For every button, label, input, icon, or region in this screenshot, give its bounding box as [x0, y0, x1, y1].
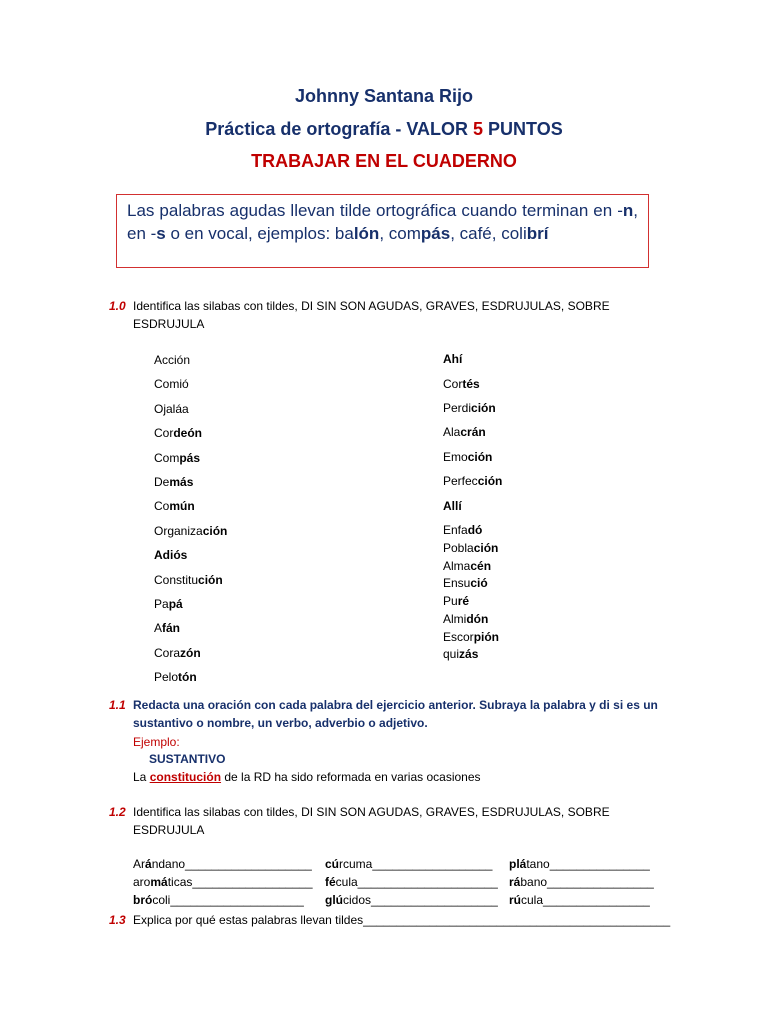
word-item — [154, 402, 189, 416]
word-part: bano________________ — [520, 875, 654, 889]
word-item — [443, 499, 462, 513]
word-part: rcuma__________________ — [339, 857, 493, 871]
stressed-syllable: pá — [168, 597, 183, 611]
word-item — [443, 474, 502, 488]
word-item — [154, 646, 201, 660]
word-part: tano_______________ — [526, 857, 650, 871]
stressed-syllable: fán — [162, 621, 181, 636]
subtitle: TRABAJAR EN EL CUADERNO — [251, 151, 517, 171]
rule-bold: s — [156, 224, 166, 243]
word-with-blank — [133, 893, 304, 907]
word-item — [443, 630, 499, 644]
word-part: Perfec — [443, 474, 478, 488]
rule-box — [116, 194, 649, 268]
stressed-syllable: tón — [178, 670, 197, 685]
stressed-syllable: ré — [457, 594, 470, 608]
word-part: Pobla — [443, 541, 474, 555]
word-item — [443, 401, 496, 415]
word-item — [443, 523, 482, 537]
word-part: Pu — [443, 594, 458, 608]
word-item — [443, 612, 488, 626]
word-part: Co — [154, 499, 170, 514]
word-part: Comió — [154, 377, 189, 392]
word-part: ndano___________________ — [151, 857, 312, 871]
word-item — [443, 541, 498, 555]
stressed-syllable: ción — [471, 401, 496, 415]
stressed-syllable: ción — [473, 541, 499, 555]
word-item — [443, 647, 478, 661]
sentence-text: de la RD ha sido reformada en varias ocasiones — [221, 770, 481, 784]
title-points: 5 — [473, 119, 484, 139]
stressed-syllable: cén — [470, 559, 492, 573]
exercise-instruction — [133, 913, 670, 927]
word-item — [154, 621, 180, 635]
word-item — [154, 426, 202, 440]
stressed-syllable: dón — [466, 612, 489, 626]
exercise-number: 1.0 — [109, 299, 126, 313]
stressed-syllable: pión — [473, 630, 500, 644]
stressed-syllable: cú — [325, 857, 340, 871]
example-label: Ejemplo: — [133, 735, 180, 749]
word-item — [154, 353, 190, 367]
exercise-number: 1.3 — [109, 913, 126, 927]
answer-blank[interactable]: ______________________________________________ — [363, 913, 671, 927]
exercise-number: 1.1 — [109, 698, 126, 712]
word-with-blank — [133, 857, 312, 871]
word-part: cula_____________________ — [335, 875, 498, 889]
word-item — [154, 573, 223, 587]
stressed-syllable: fé — [325, 875, 336, 889]
sentence-text: La — [133, 770, 150, 784]
word-item — [154, 475, 193, 489]
word-item — [443, 594, 469, 608]
practice-title — [0, 119, 768, 140]
stressed-syllable: pás — [179, 450, 201, 465]
word-with-blank — [509, 893, 650, 907]
stressed-syllable: mún — [169, 499, 195, 514]
stressed-syllable: glú — [325, 893, 343, 907]
stressed-syllable: ción — [467, 450, 493, 464]
word-part: qui — [443, 647, 460, 661]
word-item — [154, 377, 189, 391]
word-part: coli____________________ — [152, 893, 304, 907]
word-part: Cora — [154, 645, 181, 660]
word-part: cula________________ — [521, 893, 650, 907]
author-name: Johnny Santana Rijo — [294, 86, 474, 106]
stressed-syllable: más — [169, 475, 194, 489]
stressed-syllable: deón — [173, 426, 203, 441]
stressed-syllable: ció — [470, 576, 488, 590]
word-item — [154, 499, 195, 513]
word-item — [443, 352, 462, 366]
word-part: Ala — [443, 425, 461, 439]
stressed-syllable: rú — [509, 893, 521, 907]
word-part: Enfa — [443, 523, 468, 537]
rule-text: , com — [379, 224, 421, 243]
rule-text: , en - — [127, 201, 638, 243]
word-item — [154, 597, 183, 611]
word-with-blank — [325, 857, 492, 871]
stressed-syllable: Ahí — [443, 352, 463, 366]
rule-bold: brí — [526, 224, 549, 243]
word-with-blank — [325, 875, 498, 889]
word-part: cidos___________________ — [343, 893, 498, 907]
word-item — [154, 548, 187, 562]
exercise-instruction: Redacta una oración con cada palabra del ejercicio anterior. Subraya la palabra y di si es un sustantivo o nombre, un verbo, adverbio o adjetivo. — [133, 698, 658, 730]
word-with-blank — [509, 875, 654, 889]
exercise-instruction: Identifica las silabas con tildes, DI SIN SON AGUDAS, GRAVES, ESDRUJULAS, SOBRE ESDRUJULA — [133, 805, 610, 837]
stressed-syllable: bró — [133, 893, 153, 907]
word-part: Cor — [154, 426, 174, 441]
stressed-syllable: ción — [477, 474, 503, 488]
word-part: aro — [133, 875, 151, 889]
word-part: Perdi — [443, 401, 472, 415]
word-part: Pelo — [154, 670, 179, 685]
rule-text: Las palabras agudas llevan tilde ortográfica cuando terminan en - — [127, 201, 623, 220]
stressed-syllable: ción — [202, 523, 228, 538]
word-part: Com — [154, 450, 180, 465]
word-part: A — [154, 621, 163, 636]
example-category: SUSTANTIVO — [149, 752, 226, 766]
stressed-syllable: á — [145, 857, 152, 871]
stressed-syllable: plá — [509, 857, 527, 871]
word-part: Ar — [133, 857, 145, 871]
stressed-syllable: Allí — [443, 499, 462, 513]
rule-text: o en vocal, ejemplos: ba — [165, 224, 354, 243]
word-part: Almi — [443, 612, 467, 626]
word-item — [154, 524, 227, 538]
word-part: De — [154, 475, 170, 489]
word-with-blank — [133, 875, 313, 889]
stressed-syllable: rá — [509, 875, 521, 889]
word-item — [154, 451, 200, 465]
word-with-blank — [509, 857, 650, 871]
rule-bold: n — [622, 201, 634, 220]
underlined-word: constitución — [149, 770, 222, 784]
stressed-syllable: ción — [198, 572, 223, 587]
stressed-syllable: má — [150, 875, 168, 889]
exercise-instruction: Identifica las silabas con tildes, DI SIN SON AGUDAS, GRAVES, ESDRUJULAS, SOBRE ESDRUJULA — [133, 299, 610, 331]
rule-bold: pás — [420, 224, 451, 243]
word-part: Acción — [154, 353, 191, 367]
stressed-syllable: crán — [460, 425, 486, 439]
word-part: Ojaláa — [154, 401, 189, 416]
word-with-blank — [325, 893, 498, 907]
word-part: Escor — [443, 630, 474, 644]
instruction-text: Explica por qué estas palabras llevan tildes — [133, 913, 364, 927]
word-part: Organiza — [154, 523, 203, 538]
word-item — [443, 377, 480, 391]
title-text-2: PUNTOS — [483, 119, 563, 139]
word-item — [443, 425, 486, 439]
word-part: Ensu — [443, 576, 471, 590]
word-part: Alma — [443, 559, 471, 573]
word-part: Pa — [154, 597, 169, 611]
word-item — [443, 450, 492, 464]
stressed-syllable: Adiós — [154, 548, 188, 563]
word-part: Emo — [443, 450, 468, 464]
word-part: Constitu — [154, 572, 199, 587]
stressed-syllable: dó — [467, 523, 483, 537]
word-part: Cor — [443, 377, 463, 391]
stressed-syllable: zás — [459, 647, 479, 661]
word-item — [154, 670, 197, 684]
word-item — [443, 559, 491, 573]
rule-bold: lón — [353, 224, 380, 243]
title-text-1: Práctica de ortografía - VALOR — [205, 119, 474, 139]
exercise-number: 1.2 — [109, 805, 126, 819]
stressed-syllable: tés — [462, 377, 480, 391]
stressed-syllable: zón — [180, 645, 201, 660]
example-sentence — [133, 768, 481, 786]
word-part: ticas__________________ — [167, 875, 313, 889]
rule-text: , café, coli — [450, 224, 527, 243]
word-item — [443, 576, 488, 590]
